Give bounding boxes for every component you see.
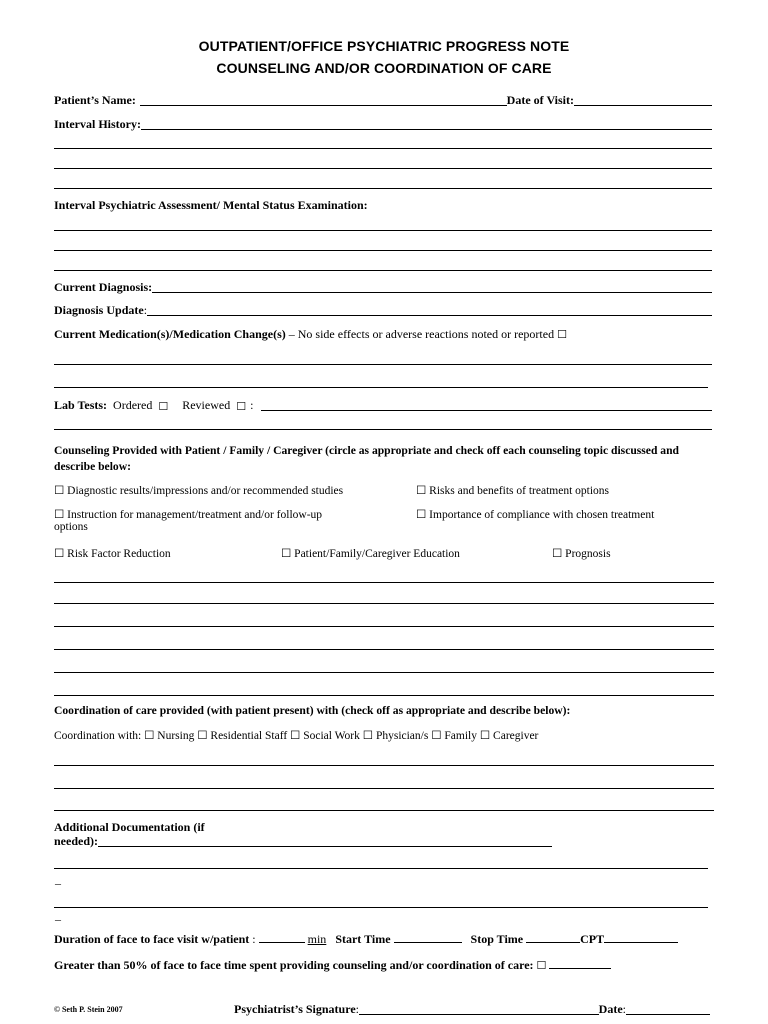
additional-doc-dash: –	[55, 912, 61, 926]
coordination-line[interactable]	[54, 765, 714, 766]
interval-history-field[interactable]	[141, 118, 712, 130]
greater-than-label: Greater than 50% of face to face time spent providing counseling and/or coordination of care:	[54, 958, 534, 972]
coordination-row	[54, 728, 538, 742]
start-time-field[interactable]	[394, 931, 462, 943]
lab-tests-field[interactable]	[261, 399, 712, 411]
coordination-with-label: Coordination with:	[54, 730, 142, 742]
coordination-heading: Coordination of care provided (with patient present) with (check off as appropriate and describe below):	[54, 704, 571, 717]
additional-doc-label-line1: Additional Documentation (if	[54, 820, 205, 834]
lab-tests-line[interactable]	[54, 429, 712, 430]
signature-date-colon: :	[622, 1002, 626, 1016]
assessment-label: Interval Psychiatric Assessment/ Mental Status Examination:	[54, 198, 368, 212]
lab-tests-row	[54, 397, 712, 413]
additional-doc-dash: –	[55, 876, 61, 890]
counseling-line[interactable]	[54, 626, 714, 627]
copyright: © Seth P. Stein 2007	[54, 1005, 123, 1014]
stop-time-label: Stop Time	[470, 932, 524, 946]
medication-line[interactable]	[54, 364, 712, 365]
assessment-line[interactable]	[54, 250, 712, 251]
date-of-visit-label: Date of Visit:	[506, 93, 574, 107]
interval-history-line[interactable]	[54, 148, 712, 149]
duration-label: Duration of face to face visit w/patient	[54, 932, 250, 946]
medication-label: Current Medication(s)/Medication Change(s)	[54, 327, 286, 341]
duration-min-unit: min	[307, 932, 327, 946]
no-side-effects-checkbox[interactable]: ☐	[557, 328, 567, 341]
coordination-line[interactable]	[54, 810, 714, 811]
counseling-heading: Counseling Provided with Patient / Family / Caregiver (circle as appropriate and check off each counseling topic discussed and describe below:	[54, 444, 679, 473]
interval-history-line[interactable]	[54, 188, 712, 189]
additional-doc-line[interactable]	[54, 907, 708, 908]
counseling-line[interactable]	[54, 582, 714, 583]
form-title-line1: OUTPATIENT/OFFICE PSYCHIATRIC PROGRESS NOTE	[198, 38, 570, 54]
topic-diagnostic-results[interactable]: ☐ Diagnostic results/impressions and/or recommended studies	[54, 485, 344, 497]
additional-doc-row	[54, 833, 552, 849]
duration-row	[54, 931, 678, 947]
additional-doc-line[interactable]	[54, 868, 708, 869]
current-diagnosis-label: Current Diagnosis:	[54, 280, 153, 294]
counseling-line[interactable]	[54, 603, 714, 604]
topic-prognosis[interactable]: ☐ Prognosis	[552, 548, 611, 560]
diagnosis-update-row	[54, 302, 712, 318]
duration-colon: :	[252, 932, 256, 946]
current-diagnosis-field[interactable]	[152, 281, 712, 293]
signature-date-label: Date	[598, 1002, 623, 1016]
interval-history-label: Interval History:	[54, 117, 141, 131]
topic-education[interactable]: ☐ Patient/Family/Caregiver Education	[281, 548, 460, 560]
lab-reviewed-checkbox[interactable]: ☐	[236, 400, 247, 413]
signature-colon: :	[355, 1002, 360, 1016]
topic-instruction[interactable]: ☐ Instruction for management/treatment and/or follow-up	[54, 509, 323, 521]
interval-history-row	[54, 116, 712, 132]
topic-risk-factor[interactable]: ☐ Risk Factor Reduction	[54, 548, 171, 560]
date-of-visit-field[interactable]	[574, 94, 712, 106]
cpt-field[interactable]	[604, 931, 678, 943]
diagnosis-update-colon: :	[143, 303, 148, 317]
lab-ordered-checkbox[interactable]: ☐	[158, 400, 169, 413]
medication-row	[54, 327, 567, 342]
greater-than-row	[54, 957, 611, 973]
lab-tests-label: Lab Tests:	[54, 398, 108, 412]
assessment-line[interactable]	[54, 270, 712, 271]
form-title-line2: COUNSELING AND/OR COORDINATION OF CARE	[216, 60, 552, 76]
greater-than-checkbox[interactable]: ☐	[536, 959, 547, 972]
signature-date-field[interactable]	[626, 1003, 710, 1015]
stop-time-field[interactable]	[526, 931, 580, 943]
interval-history-line[interactable]	[54, 168, 712, 169]
coordination-line[interactable]	[54, 788, 714, 789]
patient-name-field[interactable]	[140, 94, 507, 106]
assessment-line[interactable]	[54, 230, 712, 231]
cpt-label: CPT	[580, 932, 605, 946]
medication-line[interactable]	[54, 387, 708, 388]
lab-reviewed-label: Reviewed	[182, 398, 231, 412]
counseling-line[interactable]	[54, 695, 714, 696]
topic-compliance[interactable]: ☐ Importance of compliance with chosen treatment	[416, 509, 655, 521]
greater-than-field[interactable]	[549, 957, 611, 969]
current-diagnosis-row	[54, 279, 712, 295]
diagnosis-update-label: Diagnosis Update	[54, 303, 144, 317]
lab-colon: :	[250, 398, 254, 412]
duration-minutes-field[interactable]	[259, 931, 305, 943]
signature-field[interactable]	[359, 1003, 599, 1015]
counseling-line[interactable]	[54, 672, 714, 673]
coordination-options[interactable]: ☐ Nursing ☐ Residential Staff ☐ Social Work ☐ Physician/s ☐ Family ☐ Caregiver	[144, 730, 539, 742]
additional-doc-label-line2: needed):	[54, 834, 98, 848]
topic-instruction-cont: options	[54, 521, 88, 533]
start-time-label: Start Time	[335, 932, 391, 946]
counseling-line[interactable]	[54, 649, 714, 650]
patient-name-row	[54, 92, 712, 108]
medication-note: No side effects or adverse reactions noted or reported	[297, 327, 555, 341]
signature-row	[234, 1002, 710, 1017]
medication-dash: –	[285, 327, 298, 341]
signature-label: Psychiatrist’s Signature	[234, 1002, 356, 1016]
additional-doc-field[interactable]	[98, 835, 552, 847]
topic-risks-benefits[interactable]: ☐ Risks and benefits of treatment options	[416, 485, 610, 497]
diagnosis-update-field[interactable]	[147, 304, 712, 316]
lab-ordered-label: Ordered	[113, 398, 153, 412]
patient-name-label: Patient’s Name:	[54, 93, 136, 107]
